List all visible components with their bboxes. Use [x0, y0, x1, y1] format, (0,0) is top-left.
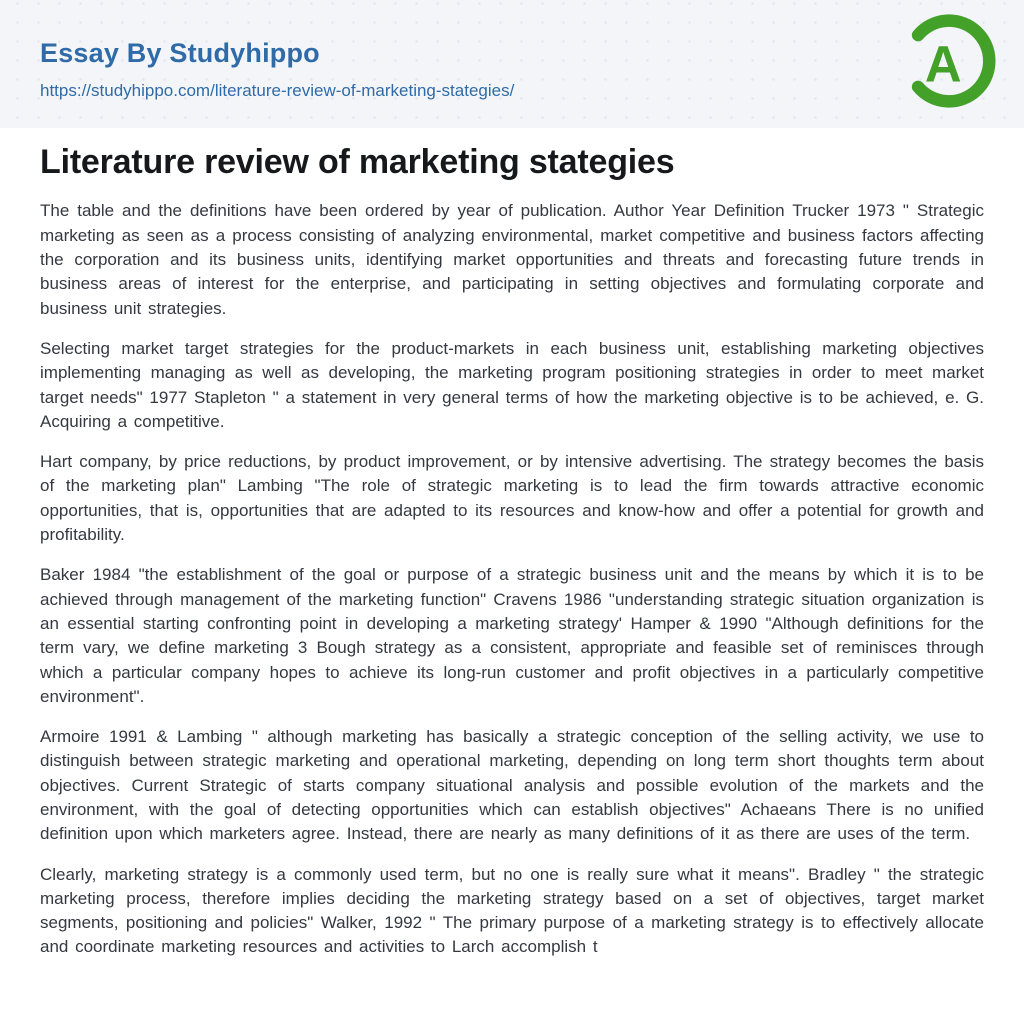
article-body [40, 199, 984, 959]
logo-letter: A [924, 35, 962, 93]
studyhippo-logo[interactable] [901, 13, 997, 109]
page-title: Literature review of marketing stategies [40, 143, 675, 181]
paragraph: Clearly, marketing strategy is a commonly used term, but no one is really sure what it means". Bradley " the strategic marketing process, therefore implies deciding the marketing strategy based on a set of objectives, target market segments, positioning and policies" Walker, 1992 " The primary purpose of a marketing strategy is to effectively allocate and coordinate marketing resources and activities to Larch accomplish t [40, 864, 984, 957]
paragraph: The table and the definitions have been ordered by year of publication. Author Year Definition Trucker 1973 " Strategic marketing as seen as a process consisting of analyzing environmental, market competitive and business factors affecting the corporation and its business units, identifying market opportunities and threats and forecasting future trends in business areas of interest for the enterprise, and participating in setting objectives and formulating corporate and business unit strategies. [40, 201, 984, 318]
site-name-link[interactable]: Essay By Studyhippo [40, 38, 320, 68]
page-header [0, 0, 1024, 128]
essay-content [0, 142, 1024, 960]
paragraph: Baker 1984 "the establishment of the goal or purpose of a strategic business unit and the means by which it is to be achieved through management of the marketing function" Cravens 1986 "understanding strategic situation organization is an essential starting confronting point in developing a marketing strategy' Hamper & 1990 "Although definitions for the term vary, we define marketing 3 Bough strategy as a consistent, appropriate and feasible set of reminisces through which a particular company hopes to achieve its long-run customer and profit objectives in a particularly competitive environment". [40, 565, 984, 706]
essay-url-link[interactable]: https://studyhippo.com/literature-review-of-marketing-stategies/ [40, 81, 515, 100]
paragraph: Selecting market target strategies for the product-markets in each business unit, establishing marketing objectives implementing managing as well as developing, the marketing program positioning strategies in order to meet market target needs" 1977 Stapleton " a statement in very general terms of how the marketing objective is to be achieved, e. G. Acquiring a competitive. [40, 338, 984, 431]
paragraph: Hart company, by price reductions, by product improvement, or by intensive advertising. The strategy becomes the basis of the marketing plan" Lambing "The role of strategic marketing is to lead the firm towards attractive economic opportunities, that is, opportunities that are adapted to its resources and know-how and offer a potential for growth and profitability. [40, 452, 984, 545]
paragraph: Armoire 1991 & Lambing " although marketing has basically a strategic conception of the selling activity, we use to distinguish between strategic marketing and operational marketing, depending on long term short thoughts term about objectives. Current Strategic of starts company situational analysis and possible evolution of the markets and the environment, with the goal of detecting opportunities which can establish objectives" Achaeans There is no unified definition upon which marketers agree. Instead, there are nearly as many definitions of it as there are uses of the term. [40, 727, 984, 844]
